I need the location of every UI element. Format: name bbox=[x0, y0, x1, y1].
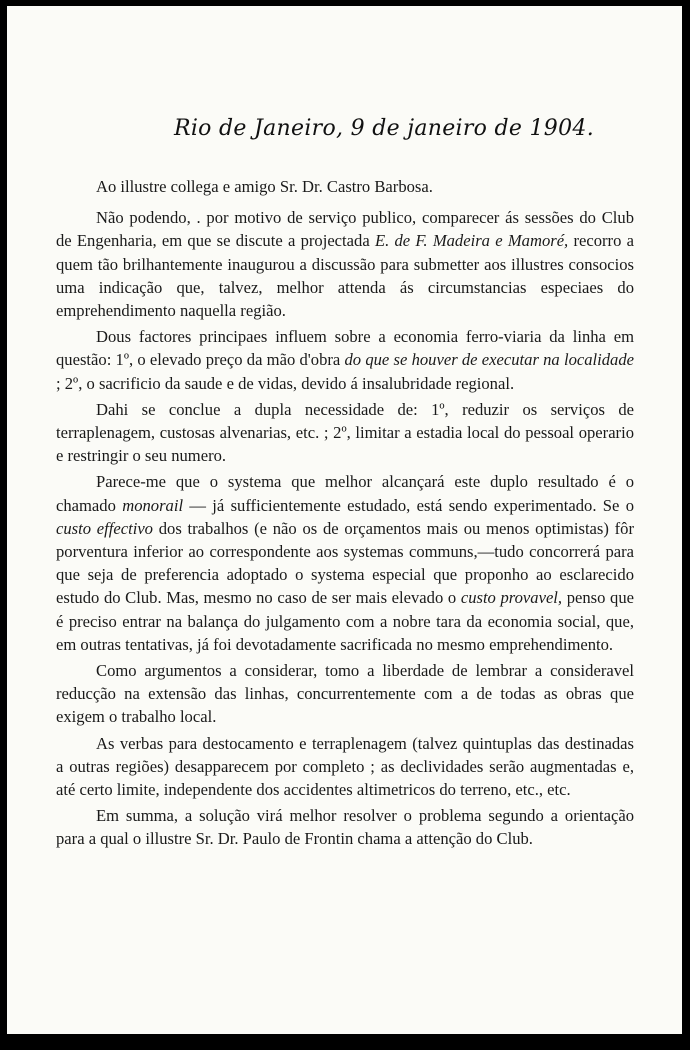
paragraph-1-italic: E. de F. Madeira e Mamoré, bbox=[374, 231, 569, 251]
paragraph-4-italic-3: custo provavel, bbox=[460, 588, 563, 608]
paragraph-2-text-a: Dous factores principaes influem sobre a economia ferro-viaria da linha em questão: 1º, o elevado preço da mão d'obra bbox=[56, 327, 634, 370]
paragraph-4-italic-1: monorail bbox=[122, 495, 184, 515]
document-page bbox=[7, 6, 682, 1034]
paragraph-1-text-b: recorro a quem tão brilhantemente inaugurou a discussão para submetter aos illustres consocios uma indicação que, talvez, melhor attenda ás circumstancias especiaes do emprehendimento naquella região. bbox=[56, 231, 634, 321]
letter-body bbox=[56, 175, 634, 854]
paragraph-1-text-a: Não podendo, . por motivo de serviço publico, comparecer ás sessões do Club de Engenharia, em que se discute a projectada bbox=[56, 208, 634, 251]
paragraph-2 bbox=[56, 325, 634, 395]
paragraph-4-text-b: — já sufficientemente estudado, está sendo experimentado. Se o bbox=[183, 495, 635, 515]
paragraph-2-italic: do que se houver de executar na localidade bbox=[344, 350, 634, 370]
paragraph-7: Em summa, a solução virá melhor resolver o problema segundo a orientação para a qual o illustre Sr. Dr. Paulo de Frontin chama a attenção do Club. bbox=[56, 806, 634, 849]
salutation: Ao illustre collega e amigo Sr. Dr. Castro Barbosa. bbox=[96, 177, 433, 196]
paragraph-4-text-d: penso que é preciso entrar na balança do julgamento com a nobre tara da economia social, que, em outras tentativas, já foi devotadamente sacrificada no mesmo emprehendimento. bbox=[56, 588, 634, 654]
paragraph-4-italic-2: custo effectivo bbox=[56, 518, 153, 538]
paragraph-1 bbox=[56, 206, 634, 322]
paragraph-5: Como argumentos a considerar, tomo a liberdade de lembrar a consideravel reducção na extensão das linhas, concurrentemente com a de todas as obras que exigem o trabalho local. bbox=[56, 661, 634, 727]
paragraph-3: Dahi se conclue a dupla necessidade de: 1º, reduzir os serviços de terraplenagem, custosas alvenarias, etc. ; 2º, limitar a estadia local do pessoal operario e restringir o seu numero. bbox=[56, 399, 634, 466]
paragraph-4 bbox=[56, 470, 634, 656]
paragraph-4-text-c: dos trabalhos (e não os de orçamentos mais ou menos optimistas) fôr porventura inferior ao correspondente aos systemas communs,—tudo concorrerá para que seja de preferencia adoptado o systema especial que proponho ao esclarecido estudo do Club. Mas, mesmo no caso de ser mais elevado o bbox=[56, 518, 635, 608]
paragraph-6: As verbas para destocamento e terraplenagem (talvez quintuplas das destinadas a outras regiões) desapparecem por completo ; as declividades serão augmentadas e, até certo limite, independente dos accidentes altimetricos do terreno, etc., etc. bbox=[56, 733, 634, 800]
paragraph-2-text-b: ; 2º, o sacrificio da saude e de vidas, devido á insalubridade regional. bbox=[56, 373, 515, 393]
paragraph-4-text-a: Parece-me que o systema que melhor alcançará este duplo resultado é o chamado bbox=[56, 472, 634, 515]
dateline: Rio de Janeiro, 9 de janeiro de 1904. bbox=[173, 116, 594, 141]
